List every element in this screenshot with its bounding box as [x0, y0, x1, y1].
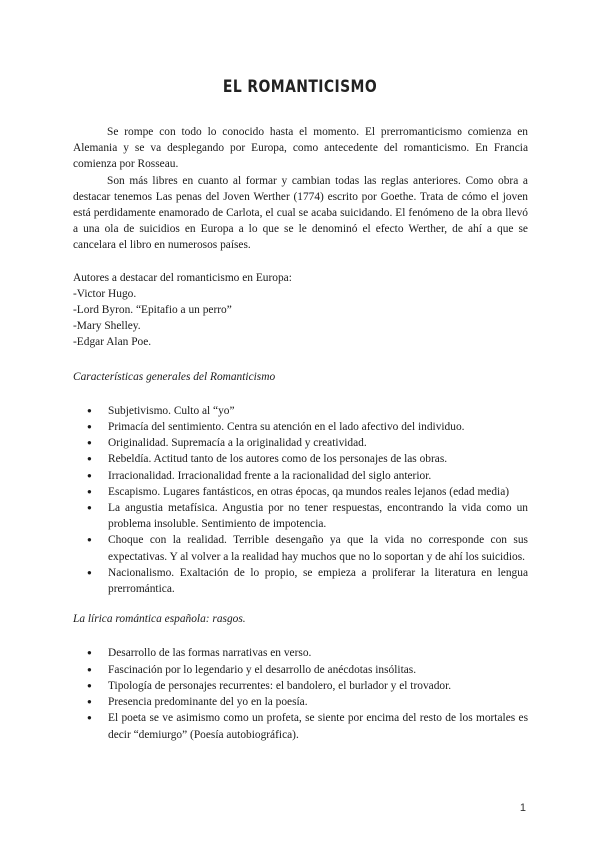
list-item: ● Presencia predominante del yo en la poesía. — [73, 694, 528, 710]
author-item: -Victor Hugo. — [73, 287, 137, 300]
authors-heading: Autores a destacar del romanticismo en Europa: — [73, 271, 292, 284]
intro-paragraph-2: Son más libres en cuanto al formar y cambian todas las reglas anteriores. Como obra a destacar tenemos Las penas del Joven Werther (1774) escrito por Goethe. Trata de cómo el joven está perdidamente enamorado de Carlota, el cual se acaba suicidando. El fenómeno de la obra llevó a una ola de suicidios en Europa a lo que se le denominó el efecto Werther, de ahí a que se cancelara el libro en numerosos países. — [73, 174, 528, 252]
list-item: ● Fascinación por lo legendario y el desarrollo de anécdotas insólitas. — [73, 662, 528, 678]
list-item: ● Desarrollo de las formas narrativas en verso. — [73, 645, 528, 661]
list-item: ● Escapismo. Lugares fantásticos, en otras épocas, qa mundos reales lejanos (edad media) — [73, 484, 528, 500]
list-item: ● Irracionalidad. Irracionalidad frente a la racionalidad del siglo anterior. — [73, 468, 528, 484]
document-title: EL ROMANTICISMO — [222, 77, 378, 97]
characteristics-list — [73, 403, 528, 597]
author-item: -Edgar Alan Poe. — [73, 336, 152, 349]
lyric-list — [73, 645, 528, 742]
characteristics-heading: Características generales del Romanticismo — [73, 370, 276, 383]
page-number: 1 — [519, 802, 526, 814]
list-item: ● Choque con la realidad. Terrible desengaño ya que la vida no corresponde con sus expectativas. Y al volver a la realidad hay muchos que no lo soportan y de ahí los suicidios. — [73, 532, 528, 564]
list-item: ● Tipología de personajes recurrentes: el bandolero, el burlador y el trovador. — [73, 678, 528, 694]
author-item: -Lord Byron. “Epitafio a un perro” — [73, 304, 232, 317]
list-item: ● Nacionalismo. Exaltación de lo propio, se empieza a proliferar la literatura en lengua prerromántica. — [73, 565, 528, 597]
list-item: ● La angustia metafísica. Angustia por no tener respuestas, encontrando la vida como un problema insoluble. Sentimiento de impotencia. — [73, 500, 528, 532]
author-item: -Mary Shelley. — [73, 320, 141, 333]
lyric-heading: La lírica romántica española: rasgos. — [73, 613, 246, 626]
list-item: ● Rebeldía. Actitud tanto de los autores como de los personajes de las obras. — [73, 451, 528, 467]
list-item: ● El poeta se ve asimismo como un profeta, se siente por encima del resto de los mortales es decir “demiurgo” (Poesía autobiográfica). — [73, 710, 528, 742]
intro-paragraph-1: Se rompe con todo lo conocido hasta el momento. El prerromanticismo comienza en Alemania y se va desplegando por Europa, como antecedente del romanticismo. En Francia comienza por Rosseau. — [73, 126, 528, 171]
list-item: ● Primacía del sentimiento. Centra su atención en el lado afectivo del individuo. — [73, 419, 528, 435]
document-body — [73, 124, 528, 743]
list-item: ● Subjetivismo. Culto al “yo” — [73, 403, 528, 419]
list-item: ● Originalidad. Supremacía a la originalidad y creatividad. — [73, 435, 528, 451]
